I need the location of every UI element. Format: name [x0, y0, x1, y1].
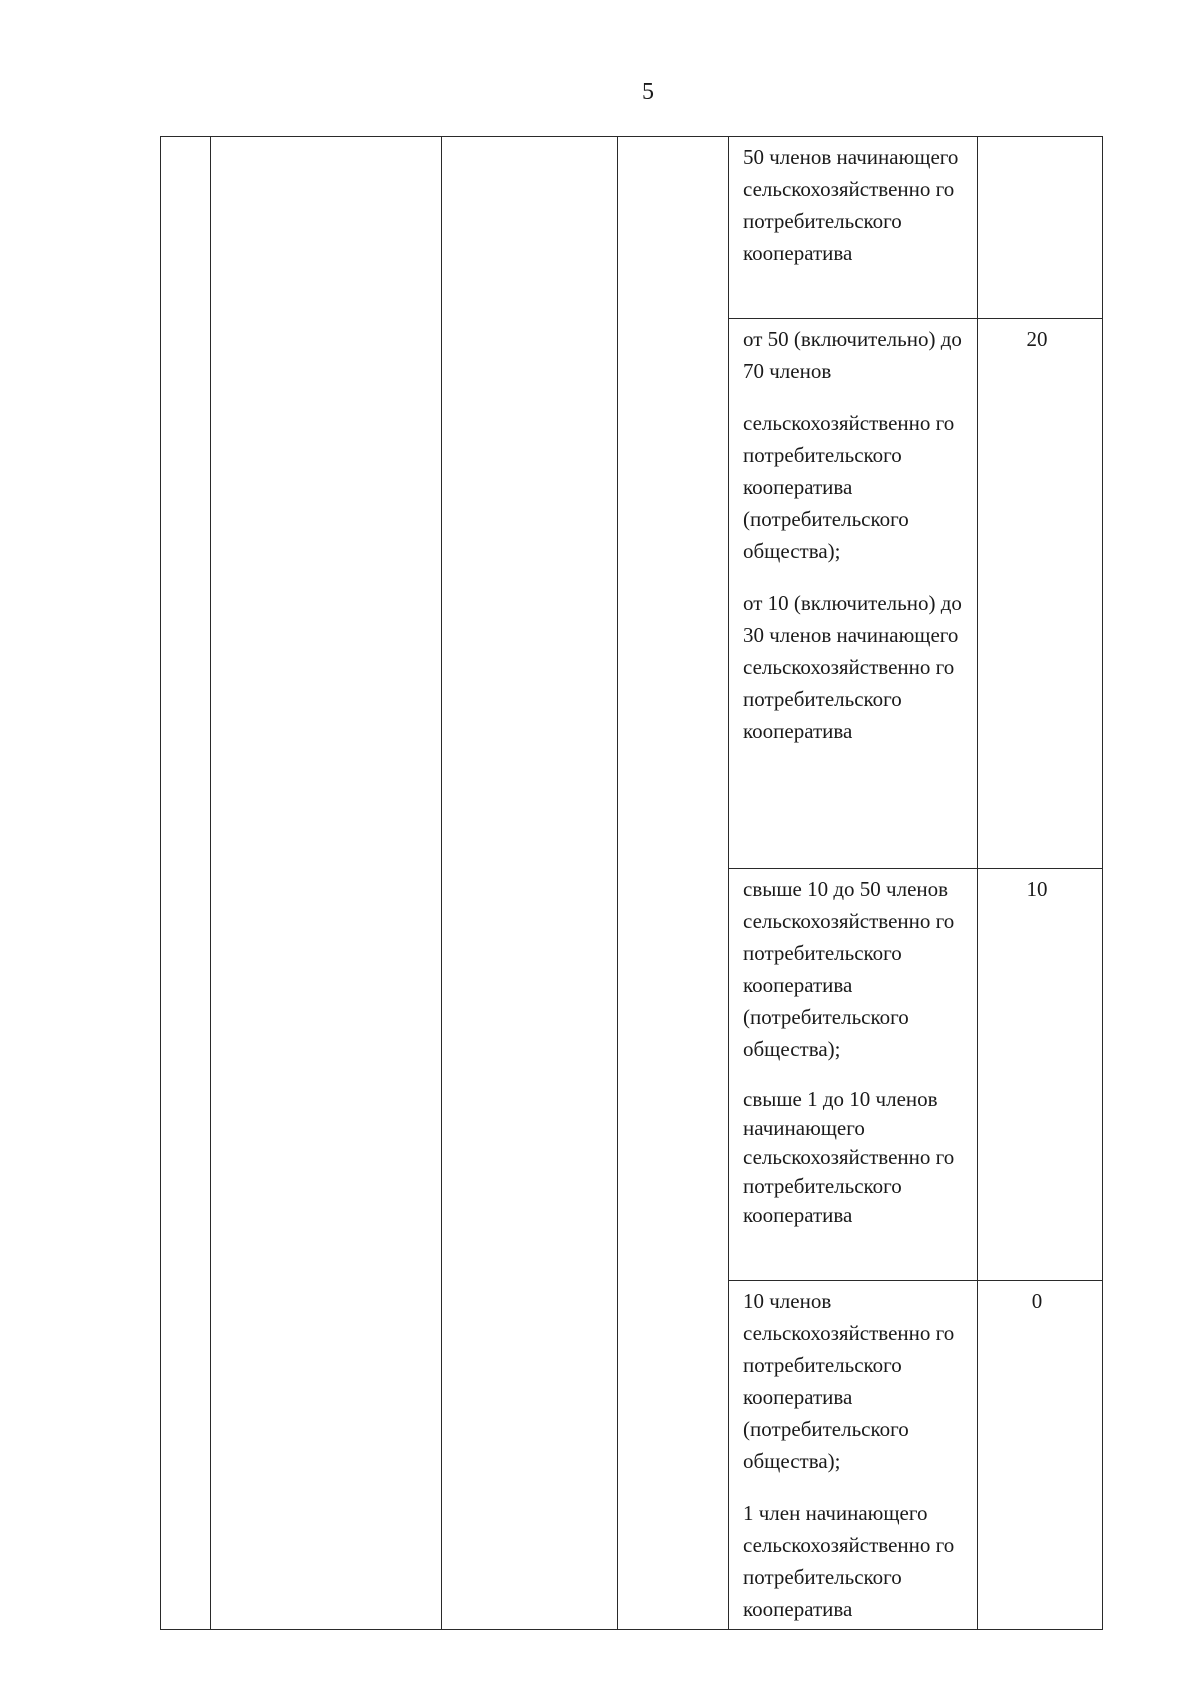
criteria-table	[160, 136, 1103, 1630]
table-cell-index	[161, 137, 211, 1630]
condition-text: свыше 10 до 50 членов сельскохозяйственно го потребительского кооператива (потребительского общества);	[743, 877, 955, 1061]
table-cell-condition	[729, 1281, 978, 1630]
condition-text: сельскохозяйственно го потребительского кооператива (потребительского общества);	[743, 411, 955, 563]
table-cell-indicator	[442, 137, 618, 1630]
table-cell-unit	[618, 137, 729, 1630]
condition-text: от 50 (включительно) до 70 членов	[743, 327, 962, 383]
condition-text: 1 член начинающего сельскохозяйственно го потребительского кооператива	[743, 1501, 955, 1621]
page-number: 5	[642, 79, 654, 105]
table-cell-condition	[729, 319, 978, 869]
table-row	[161, 137, 1103, 319]
table-cell-score: 20	[978, 319, 1103, 869]
table-cell-criterion	[211, 137, 442, 1630]
table-cell-score: 0	[978, 1281, 1103, 1630]
table-cell-condition	[729, 137, 978, 319]
condition-text: от 10 (включительно) до 30 членов начинающего сельскохозяйственно го потребительского кооператива	[743, 591, 962, 743]
condition-text: 50 членов начинающего сельскохозяйственно го потребительского кооператива	[743, 145, 959, 265]
condition-text: свыше 1 до 10 членов начинающего сельскохозяйственно го потребительского кооператива	[743, 1087, 955, 1227]
table-cell-score	[978, 137, 1103, 319]
table-cell-condition	[729, 869, 978, 1281]
condition-text: 10 членов сельскохозяйственно го потребительского кооператива (потребительского общества);	[743, 1289, 955, 1473]
table-cell-score: 10	[978, 869, 1103, 1281]
